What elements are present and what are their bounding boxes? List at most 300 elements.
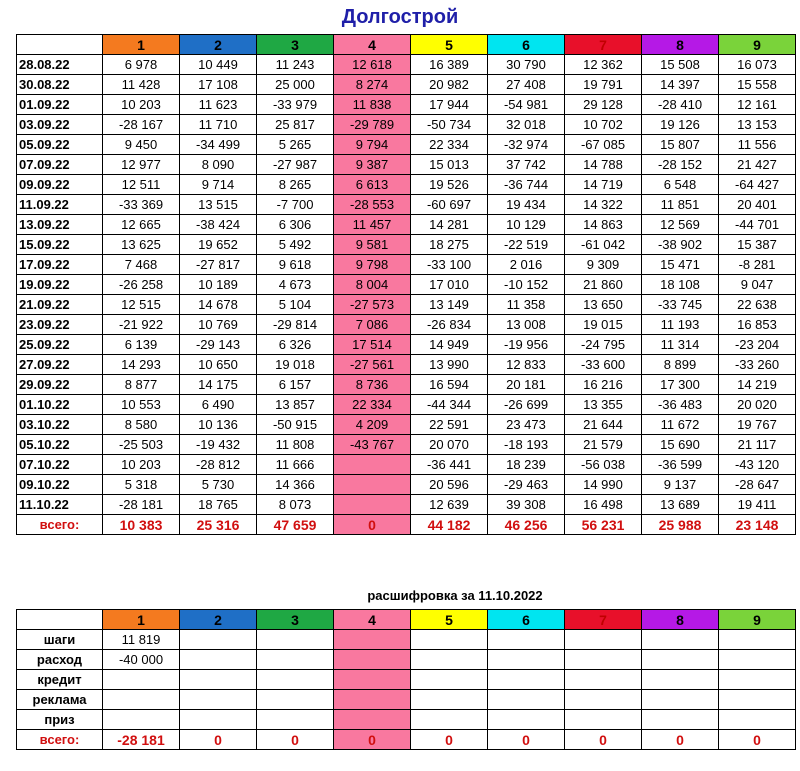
- detail-value: [103, 670, 180, 690]
- detail-value: [257, 710, 334, 730]
- detail-column-header-6: 6: [488, 610, 565, 630]
- cell-value: 11 314: [642, 335, 719, 355]
- row-date: 17.09.22: [17, 255, 103, 275]
- table-row: [17, 95, 796, 115]
- cell-value: 11 808: [257, 435, 334, 455]
- cell-value: -38 424: [180, 215, 257, 235]
- detail-value: [565, 650, 642, 670]
- detail-value: -40 000: [103, 650, 180, 670]
- cell-value: -26 834: [411, 315, 488, 335]
- cell-value: 4 673: [257, 275, 334, 295]
- row-date: 30.08.22: [17, 75, 103, 95]
- cell-value: -44 344: [411, 395, 488, 415]
- cell-value: 19 018: [257, 355, 334, 375]
- cell-value: [334, 475, 411, 495]
- cell-value: -67 085: [565, 135, 642, 155]
- cell-value: -32 974: [488, 135, 565, 155]
- cell-value: 27 408: [488, 75, 565, 95]
- cell-value: -34 499: [180, 135, 257, 155]
- cell-value: -8 281: [719, 255, 796, 275]
- cell-value: -60 697: [411, 195, 488, 215]
- cell-value: 19 434: [488, 195, 565, 215]
- cell-value: 6 490: [180, 395, 257, 415]
- cell-value: -64 427: [719, 175, 796, 195]
- cell-value: -18 193: [488, 435, 565, 455]
- total-row: [17, 515, 796, 535]
- cell-value: 22 334: [411, 135, 488, 155]
- cell-value: 17 108: [180, 75, 257, 95]
- cell-value: 10 203: [103, 455, 180, 475]
- cell-value: 19 126: [642, 115, 719, 135]
- main-header-row: [17, 35, 796, 55]
- detail-label: реклама: [17, 690, 103, 710]
- cell-value: 21 427: [719, 155, 796, 175]
- cell-value: 12 639: [411, 495, 488, 515]
- cell-value: 19 652: [180, 235, 257, 255]
- row-date: 13.09.22: [17, 215, 103, 235]
- cell-value: 15 471: [642, 255, 719, 275]
- detail-value: [334, 630, 411, 650]
- cell-value: -28 553: [334, 195, 411, 215]
- detail-column-header-3: 3: [257, 610, 334, 630]
- cell-value: -33 369: [103, 195, 180, 215]
- cell-value: 25 000: [257, 75, 334, 95]
- cell-value: 7 468: [103, 255, 180, 275]
- cell-value: 5 104: [257, 295, 334, 315]
- cell-value: 16 594: [411, 375, 488, 395]
- total-label: всего:: [17, 515, 103, 535]
- cell-value: 12 618: [334, 55, 411, 75]
- detail-column-header-5: 5: [411, 610, 488, 630]
- row-date: 07.09.22: [17, 155, 103, 175]
- cell-value: 11 457: [334, 215, 411, 235]
- cell-value: 21 117: [719, 435, 796, 455]
- detail-row: [17, 630, 796, 650]
- cell-value: -56 038: [565, 455, 642, 475]
- detail-value: [334, 690, 411, 710]
- cell-value: 14 175: [180, 375, 257, 395]
- cell-value: 11 428: [103, 75, 180, 95]
- cell-value: -29 814: [257, 315, 334, 335]
- detail-value: [411, 710, 488, 730]
- detail-total-value: 0: [411, 730, 488, 750]
- cell-value: 5 492: [257, 235, 334, 255]
- cell-value: 6 139: [103, 335, 180, 355]
- cell-value: -7 700: [257, 195, 334, 215]
- detail-value: [642, 690, 719, 710]
- detail-value: [411, 670, 488, 690]
- row-date: 09.10.22: [17, 475, 103, 495]
- cell-value: 6 978: [103, 55, 180, 75]
- table-row: [17, 215, 796, 235]
- cell-value: -54 981: [488, 95, 565, 115]
- detail-value: [103, 710, 180, 730]
- detail-label: кредит: [17, 670, 103, 690]
- cell-value: -19 956: [488, 335, 565, 355]
- cell-value: 5 318: [103, 475, 180, 495]
- detail-row: [17, 670, 796, 690]
- cell-value: 14 293: [103, 355, 180, 375]
- cell-value: -33 260: [719, 355, 796, 375]
- cell-value: 13 153: [719, 115, 796, 135]
- table-row: [17, 375, 796, 395]
- detail-total-row: [17, 730, 796, 750]
- detail-column-header-8: 8: [642, 610, 719, 630]
- cell-value: 18 239: [488, 455, 565, 475]
- cell-value: 8 090: [180, 155, 257, 175]
- cell-value: -50 915: [257, 415, 334, 435]
- total-value: 47 659: [257, 515, 334, 535]
- cell-value: -29 143: [180, 335, 257, 355]
- detail-value: [719, 710, 796, 730]
- detail-total-value: 0: [719, 730, 796, 750]
- cell-value: 13 857: [257, 395, 334, 415]
- cell-value: 14 949: [411, 335, 488, 355]
- cell-value: 11 672: [642, 415, 719, 435]
- detail-value: [257, 670, 334, 690]
- cell-value: 16 853: [719, 315, 796, 335]
- cell-value: 13 990: [411, 355, 488, 375]
- table-row: [17, 355, 796, 375]
- cell-value: 8 073: [257, 495, 334, 515]
- cell-value: 9 450: [103, 135, 180, 155]
- row-date: 01.09.22: [17, 95, 103, 115]
- cell-value: -33 745: [642, 295, 719, 315]
- detail-value: [565, 690, 642, 710]
- detail-value: [488, 630, 565, 650]
- cell-value: -21 922: [103, 315, 180, 335]
- total-value: 0: [334, 515, 411, 535]
- cell-value: 5 730: [180, 475, 257, 495]
- row-date: 23.09.22: [17, 315, 103, 335]
- cell-value: -28 152: [642, 155, 719, 175]
- detail-column-header-2: 2: [180, 610, 257, 630]
- cell-value: -27 817: [180, 255, 257, 275]
- cell-value: 2 016: [488, 255, 565, 275]
- cell-value: 8 265: [257, 175, 334, 195]
- cell-value: 7 086: [334, 315, 411, 335]
- cell-value: 15 387: [719, 235, 796, 255]
- cell-value: 14 990: [565, 475, 642, 495]
- cell-value: -23 204: [719, 335, 796, 355]
- row-date: 21.09.22: [17, 295, 103, 315]
- cell-value: 13 515: [180, 195, 257, 215]
- detail-total-value: 0: [488, 730, 565, 750]
- detail-value: [565, 630, 642, 650]
- cell-value: 10 189: [180, 275, 257, 295]
- cell-value: 17 010: [411, 275, 488, 295]
- cell-value: 15 807: [642, 135, 719, 155]
- main-table: [16, 34, 796, 535]
- cell-value: -33 979: [257, 95, 334, 115]
- detail-header-row: [17, 610, 796, 630]
- detail-total-value: 0: [334, 730, 411, 750]
- main-column-header-7: 7: [565, 35, 642, 55]
- cell-value: 20 070: [411, 435, 488, 455]
- cell-value: 22 638: [719, 295, 796, 315]
- cell-value: 18 275: [411, 235, 488, 255]
- cell-value: 19 411: [719, 495, 796, 515]
- cell-value: -38 902: [642, 235, 719, 255]
- detail-value: [257, 630, 334, 650]
- cell-value: 9 581: [334, 235, 411, 255]
- detail-total-value: 0: [257, 730, 334, 750]
- row-date: 09.09.22: [17, 175, 103, 195]
- cell-value: 10 650: [180, 355, 257, 375]
- table-row: [17, 75, 796, 95]
- table-row: [17, 415, 796, 435]
- detail-value: 11 819: [103, 630, 180, 650]
- detail-value: [488, 650, 565, 670]
- cell-value: 12 511: [103, 175, 180, 195]
- cell-value: 6 613: [334, 175, 411, 195]
- detail-value: [334, 650, 411, 670]
- detail-column-header-4: 4: [334, 610, 411, 630]
- row-date: 11.09.22: [17, 195, 103, 215]
- table-row: [17, 115, 796, 135]
- cell-value: 9 387: [334, 155, 411, 175]
- cell-value: 14 219: [719, 375, 796, 395]
- cell-value: 19 767: [719, 415, 796, 435]
- cell-value: 14 366: [257, 475, 334, 495]
- cell-value: 17 300: [642, 375, 719, 395]
- detail-row: [17, 710, 796, 730]
- main-column-header-3: 3: [257, 35, 334, 55]
- row-date: 27.09.22: [17, 355, 103, 375]
- page-title: Долгострой: [341, 6, 459, 28]
- total-value: 10 383: [103, 515, 180, 535]
- total-value: 25 316: [180, 515, 257, 535]
- detail-value: [565, 670, 642, 690]
- total-value: 56 231: [565, 515, 642, 535]
- cell-value: 23 473: [488, 415, 565, 435]
- cell-value: 11 710: [180, 115, 257, 135]
- cell-value: 11 838: [334, 95, 411, 115]
- cell-value: 13 650: [565, 295, 642, 315]
- cell-value: 14 788: [565, 155, 642, 175]
- cell-value: -44 701: [719, 215, 796, 235]
- cell-value: -10 152: [488, 275, 565, 295]
- row-date: 01.10.22: [17, 395, 103, 415]
- cell-value: -29 463: [488, 475, 565, 495]
- cell-value: 9 618: [257, 255, 334, 275]
- cell-value: -26 258: [103, 275, 180, 295]
- cell-value: -27 573: [334, 295, 411, 315]
- table-row: [17, 195, 796, 215]
- cell-value: 10 129: [488, 215, 565, 235]
- cell-value: 14 863: [565, 215, 642, 235]
- cell-value: 19 015: [565, 315, 642, 335]
- cell-value: 14 719: [565, 175, 642, 195]
- cell-value: -36 744: [488, 175, 565, 195]
- table-row: [17, 335, 796, 355]
- total-value: 25 988: [642, 515, 719, 535]
- detail-value: [642, 650, 719, 670]
- cell-value: 32 018: [488, 115, 565, 135]
- main-column-header-9: 9: [719, 35, 796, 55]
- cell-value: 6 326: [257, 335, 334, 355]
- row-date: 29.09.22: [17, 375, 103, 395]
- cell-value: 5 265: [257, 135, 334, 155]
- detail-value: [719, 690, 796, 710]
- cell-value: 12 665: [103, 215, 180, 235]
- cell-value: 18 108: [642, 275, 719, 295]
- cell-value: -61 042: [565, 235, 642, 255]
- cell-value: 12 977: [103, 155, 180, 175]
- cell-value: -25 503: [103, 435, 180, 455]
- detail-value: [334, 670, 411, 690]
- cell-value: 14 322: [565, 195, 642, 215]
- cell-value: -36 483: [642, 395, 719, 415]
- detail-value: [719, 630, 796, 650]
- detail-value: [180, 650, 257, 670]
- detail-value: [334, 710, 411, 730]
- cell-value: [334, 495, 411, 515]
- cell-value: 4 209: [334, 415, 411, 435]
- cell-value: 9 137: [642, 475, 719, 495]
- cell-value: -22 519: [488, 235, 565, 255]
- detail-total-label: всего:: [17, 730, 103, 750]
- cell-value: 12 833: [488, 355, 565, 375]
- cell-value: 25 817: [257, 115, 334, 135]
- cell-value: 10 449: [180, 55, 257, 75]
- cell-value: 9 047: [719, 275, 796, 295]
- cell-value: 9 794: [334, 135, 411, 155]
- cell-value: 16 498: [565, 495, 642, 515]
- row-date: 11.10.22: [17, 495, 103, 515]
- detail-column-header-7: 7: [565, 610, 642, 630]
- table-row: [17, 255, 796, 275]
- detail-value: [103, 690, 180, 710]
- cell-value: 12 569: [642, 215, 719, 235]
- cell-value: 20 181: [488, 375, 565, 395]
- cell-value: -36 441: [411, 455, 488, 475]
- cell-value: 16 389: [411, 55, 488, 75]
- cell-value: 39 308: [488, 495, 565, 515]
- table-row: [17, 275, 796, 295]
- row-date: 03.09.22: [17, 115, 103, 135]
- detail-value: [180, 710, 257, 730]
- table-row: [17, 135, 796, 155]
- detail-total-value: -28 181: [103, 730, 180, 750]
- table-row: [17, 175, 796, 195]
- cell-value: 13 355: [565, 395, 642, 415]
- table-row: [17, 435, 796, 455]
- cell-value: -33 100: [411, 255, 488, 275]
- cell-value: 14 281: [411, 215, 488, 235]
- cell-value: [334, 455, 411, 475]
- cell-value: 13 008: [488, 315, 565, 335]
- cell-value: 15 013: [411, 155, 488, 175]
- detail-label: шаги: [17, 630, 103, 650]
- detail-value: [257, 690, 334, 710]
- row-date: 28.08.22: [17, 55, 103, 75]
- detail-value: [411, 650, 488, 670]
- cell-value: -19 432: [180, 435, 257, 455]
- cell-value: 6 548: [642, 175, 719, 195]
- table-row: [17, 315, 796, 335]
- main-column-header-8: 8: [642, 35, 719, 55]
- cell-value: -28 410: [642, 95, 719, 115]
- cell-value: -43 767: [334, 435, 411, 455]
- detail-value: [488, 710, 565, 730]
- cell-value: 12 362: [565, 55, 642, 75]
- detail-header-corner: [17, 610, 103, 630]
- cell-value: 9 714: [180, 175, 257, 195]
- cell-value: 10 702: [565, 115, 642, 135]
- detail-value: [180, 630, 257, 650]
- detail-value: [411, 630, 488, 650]
- detail-value: [257, 650, 334, 670]
- cell-value: 15 508: [642, 55, 719, 75]
- cell-value: -28 812: [180, 455, 257, 475]
- detail-value: [642, 710, 719, 730]
- cell-value: 20 401: [719, 195, 796, 215]
- detail-value: [565, 710, 642, 730]
- cell-value: 11 358: [488, 295, 565, 315]
- detail-value: [719, 650, 796, 670]
- detail-total-value: 0: [565, 730, 642, 750]
- main-column-header-6: 6: [488, 35, 565, 55]
- cell-value: 22 334: [334, 395, 411, 415]
- detail-value: [488, 670, 565, 690]
- cell-value: 11 666: [257, 455, 334, 475]
- detail-row: [17, 690, 796, 710]
- main-column-header-1: 1: [103, 35, 180, 55]
- detail-row: [17, 650, 796, 670]
- cell-value: -28 167: [103, 115, 180, 135]
- cell-value: 22 591: [411, 415, 488, 435]
- table-row: [17, 155, 796, 175]
- cell-value: -29 789: [334, 115, 411, 135]
- cell-value: -36 599: [642, 455, 719, 475]
- cell-value: 8 274: [334, 75, 411, 95]
- cell-value: 13 625: [103, 235, 180, 255]
- table-row: [17, 55, 796, 75]
- detail-value: [642, 670, 719, 690]
- cell-value: 15 558: [719, 75, 796, 95]
- main-column-header-2: 2: [180, 35, 257, 55]
- total-value: 44 182: [411, 515, 488, 535]
- detail-value: [411, 690, 488, 710]
- cell-value: 16 216: [565, 375, 642, 395]
- total-value: 46 256: [488, 515, 565, 535]
- cell-value: 8 877: [103, 375, 180, 395]
- cell-value: 16 073: [719, 55, 796, 75]
- cell-value: 12 515: [103, 295, 180, 315]
- main-column-header-5: 5: [411, 35, 488, 55]
- row-date: 05.09.22: [17, 135, 103, 155]
- row-date: 19.09.22: [17, 275, 103, 295]
- cell-value: 19 791: [565, 75, 642, 95]
- cell-value: 37 742: [488, 155, 565, 175]
- cell-value: -26 699: [488, 395, 565, 415]
- cell-value: 20 596: [411, 475, 488, 495]
- cell-value: 8 736: [334, 375, 411, 395]
- cell-value: 8 899: [642, 355, 719, 375]
- cell-value: -24 795: [565, 335, 642, 355]
- cell-value: 10 769: [180, 315, 257, 335]
- cell-value: 6 157: [257, 375, 334, 395]
- detail-value: [488, 690, 565, 710]
- cell-value: -28 647: [719, 475, 796, 495]
- cell-value: 11 193: [642, 315, 719, 335]
- detail-value: [719, 670, 796, 690]
- cell-value: -27 987: [257, 155, 334, 175]
- detail-subtitle: расшифровка за 11.10.2022: [367, 588, 543, 603]
- detail-value: [180, 670, 257, 690]
- cell-value: -43 120: [719, 455, 796, 475]
